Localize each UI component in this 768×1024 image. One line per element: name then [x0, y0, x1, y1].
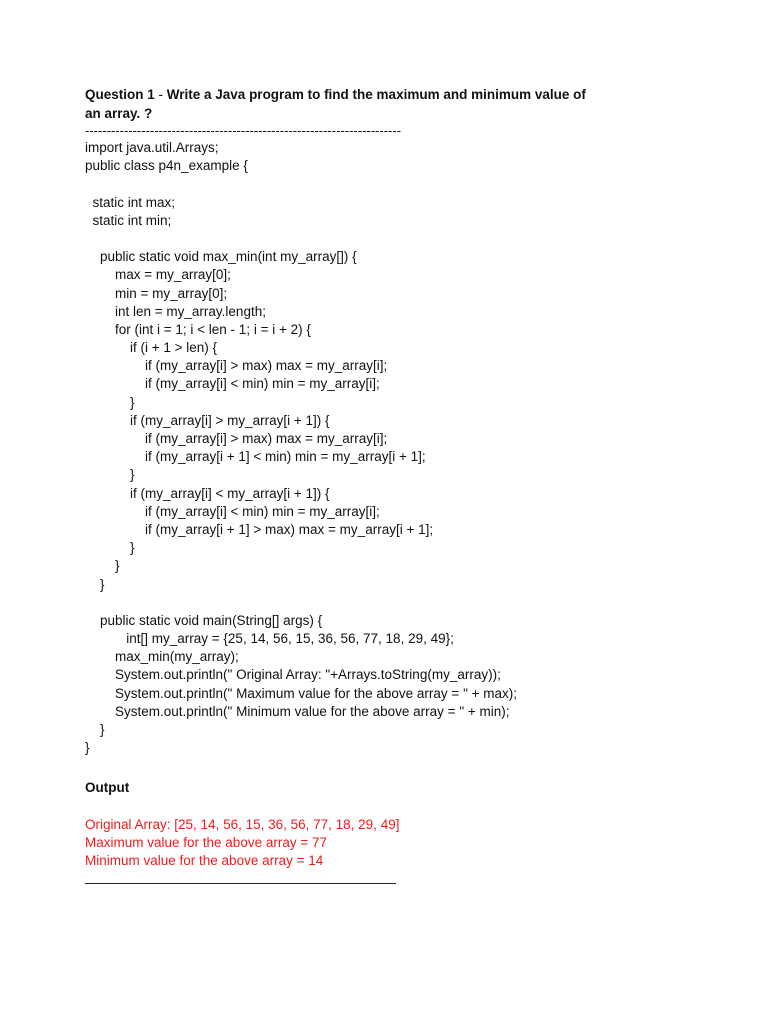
- code-line: public static void max_min(int my_array[]) {: [85, 249, 357, 265]
- document-page: [85, 85, 685, 869]
- code-line: [85, 594, 685, 612]
- code-line: import java.util.Arrays;: [85, 140, 219, 155]
- code-line: static int min;: [85, 212, 172, 228]
- code-line: min = my_array[0];: [85, 285, 228, 301]
- code-line: System.out.println(" Minimum value for the above array = " + min);: [85, 703, 510, 719]
- code-line: if (my_array[i] > max) max = my_array[i];: [85, 431, 388, 446]
- code-line: max = my_array[0];: [85, 267, 231, 283]
- question-number: Question 1: [85, 87, 155, 102]
- horizontal-rule: [85, 883, 396, 884]
- question-text: Write a Java program to find the maximum and minimum value of an array. ?: [85, 87, 586, 121]
- code-block: [85, 139, 685, 757]
- code-line: [85, 175, 685, 193]
- code-line: }: [85, 467, 135, 483]
- output-line: Original Array: [25, 14, 56, 15, 36, 56, 77, 18, 29, 49]: [85, 817, 400, 832]
- output-line: Maximum value for the above array = 77: [85, 835, 327, 851]
- code-line: System.out.println(" Maximum value for the above array = " + max);: [85, 685, 517, 701]
- output-heading: Output: [85, 780, 130, 795]
- code-line: if (my_array[i + 1] > max) max = my_array[i + 1];: [85, 521, 434, 537]
- code-line: if (my_array[i] > my_array[i + 1]) {: [85, 412, 330, 428]
- code-line: }: [85, 558, 120, 574]
- code-line: }: [85, 540, 135, 556]
- code-line: if (my_array[i] > max) max = my_array[i];: [85, 358, 388, 374]
- code-line: public static void main(String[] args) {: [85, 612, 323, 628]
- code-line: static int max;: [85, 194, 176, 210]
- code-line: max_min(my_array);: [85, 649, 239, 665]
- code-line: }: [85, 740, 90, 756]
- code-line: if (my_array[i] < my_array[i + 1]) {: [85, 485, 330, 501]
- output-block: [85, 816, 399, 871]
- dashed-divider: -------------------------------------------------------------------------: [85, 123, 402, 138]
- code-line: System.out.println(" Original Array: "+Arrays.toString(my_array));: [85, 667, 501, 683]
- code-line: }: [85, 722, 105, 737]
- code-line: [85, 230, 685, 248]
- question-heading: [85, 85, 605, 123]
- code-line: }: [85, 394, 135, 410]
- question-separator: -: [154, 87, 167, 102]
- code-line: if (i + 1 > len) {: [85, 340, 218, 356]
- code-line: if (my_array[i] < min) min = my_array[i];: [85, 503, 380, 519]
- code-line: if (my_array[i] < min) min = my_array[i];: [85, 376, 380, 392]
- code-line: for (int i = 1; i < len - 1; i = i + 2) {: [85, 321, 311, 337]
- code-line: int len = my_array.length;: [85, 303, 266, 319]
- output-line: Minimum value for the above array = 14: [85, 853, 324, 869]
- code-line: }: [85, 576, 105, 592]
- code-line: if (my_array[i + 1] < min) min = my_array[i + 1];: [85, 449, 426, 465]
- code-line: public class p4n_example {: [85, 158, 248, 174]
- code-line: int[] my_array = {25, 14, 56, 15, 36, 56, 77, 18, 29, 49};: [85, 631, 454, 647]
